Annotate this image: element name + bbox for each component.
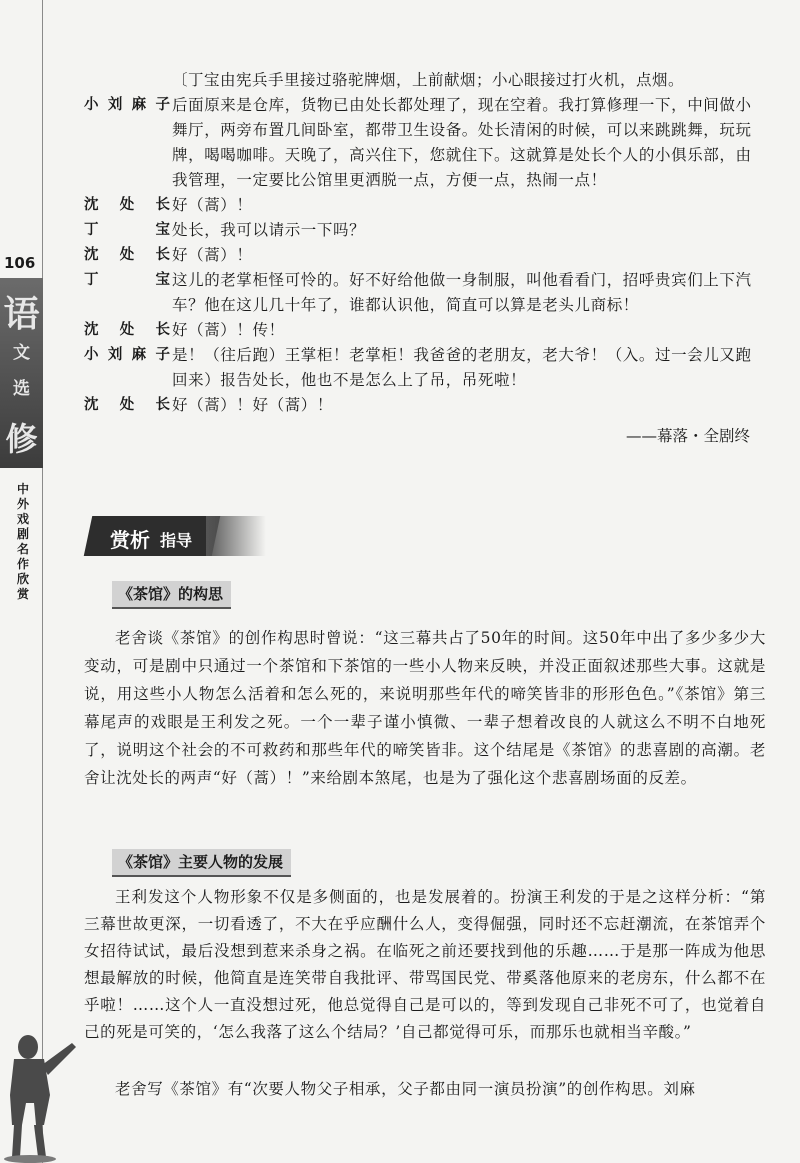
section-paragraph: 王利发这个人物形象不仅是多侧面的，也是发展着的。扮演王利发的于是之这样分析：“第三幕世故更深，一切看透了，不大在乎应酬什么人，变得倔强，同时还不忘赶潮流，在茶馆弄个女招待试试，最后没想到惹来杀身之祸。在临死之前还要找到他的乐趣……于是那一阵成为他思想最解放的时候，他简直是连笑带自我批评、带骂国民党、带奚落他原来的老房东，什么都不在乎啦！……这个人一直没想过死，他总觉得自己是可以的，等到发现自己非死不可了，也觉着自己的死是可笑的，‘怎么我落了这么个结局？’自己都觉得可乐，而那乐也就相当辛酸。”	[84, 888, 766, 1041]
sidebar-band	[0, 278, 43, 468]
section-banner	[88, 516, 258, 558]
dialogue-line	[84, 393, 764, 418]
dialogue-line	[84, 243, 764, 268]
banner-fade	[206, 516, 266, 556]
dialogue-text: 好（蒿）！传！	[172, 321, 285, 339]
margin-rule	[42, 0, 43, 1163]
dialogue-line	[84, 343, 764, 393]
banner-background	[84, 516, 221, 556]
series-title-char: 名	[16, 542, 29, 556]
dialogue-text: 处长，我可以请示一下吗？	[172, 221, 366, 239]
speaker-name: 沈处长	[84, 397, 170, 413]
series-title-char: 中	[16, 482, 29, 496]
section-paragraph: 老舍谈《茶馆》的创作构思时曾说：“这三幕共占了50年的时间。这50年中出了多少多少大变动，可是剧中只通过一个茶馆和下茶馆的一些小人物来反映，并没正面叙述那些大事。这就是说，用这些小人物怎么活着和怎么死的，来说明那些年代的啼笑皆非的形形色色。”《茶馆》第三幕尾声的戏眼是王利发之死。一个一辈子谨小慎微、一辈子想着改良的人就这么不明不白地死了，说明这个社会的不可救药和那些年代的啼笑皆非。这个结尾是《茶馆》的悲喜剧的高潮。老舍让沈处长的两声“好（蒿）！”来给剧本煞尾，也是为了强化这个悲喜剧场面的反差。	[84, 629, 766, 787]
dialogue-line	[84, 193, 764, 218]
dialogue-list	[84, 93, 764, 418]
section-heading: 《茶馆》主要人物的发展	[112, 849, 291, 877]
speaker-name: 小刘麻子	[84, 347, 170, 363]
play-script	[84, 68, 764, 449]
speaker-name: 沈处长	[84, 322, 170, 338]
sidebar-char-4: 修	[5, 420, 38, 458]
series-title-char: 欣	[16, 572, 29, 586]
stage-direction: 〔丁宝由宪兵手里接过骆驼牌烟，上前献烟；小心眼接过打火机，点烟。	[172, 71, 685, 89]
dialogue-line	[84, 318, 764, 343]
series-title-char: 剧	[16, 527, 29, 541]
dialogue-text: 好（蒿）！好（蒿）！	[172, 396, 334, 414]
dialogue-text: 后面原来是仓库，货物已由处长都处理了，现在空着。我打算修理一下，中间做小舞厅，两旁布置几间卧室，都带卫生设备。处长清闲的时候，可以来跳跳舞，玩玩牌，喝喝咖啡。天晚了，高兴住下，您就住下。这就算是处长个人的小俱乐部，由我管理，一定要比公馆里更洒脱一点，方便一点，热闹一点！	[172, 96, 752, 189]
series-title-char: 作	[16, 557, 29, 571]
speaker-name: 沈处长	[84, 197, 170, 213]
page-number: 106	[4, 254, 36, 272]
series-title	[8, 482, 38, 602]
dialogue-text: 好（蒿）！	[172, 246, 253, 264]
dialogue-line	[84, 268, 764, 318]
series-title-char: 戏	[16, 512, 29, 526]
soldier-figure-icon	[0, 1025, 80, 1163]
banner-sub-text: 指导	[160, 531, 193, 550]
section-paragraph: 老舍写《茶馆》有“次要人物父子相承，父子都由同一演员扮演”的创作构思。刘麻	[115, 1080, 696, 1098]
dialogue-text: 这儿的老掌柜怪可怜的。好不好给他做一身制服，叫他看看门，招呼贵宾们上下汽车？他在这儿几十年了，谁都认识他，简直可以算是老头儿商标！	[172, 271, 752, 314]
dialogue-text: 是！（往后跑）王掌柜！老掌柜！我爸爸的老朋友，老大爷！（入。过一会儿又跑回来）报告处长，他也不是怎么上了吊，吊死啦！	[172, 346, 752, 389]
series-title-char: 赏	[16, 587, 29, 601]
series-title-char: 外	[16, 497, 29, 511]
dialogue-line	[84, 93, 764, 193]
sidebar-char-3: 选	[13, 379, 30, 399]
dialogue-line	[84, 218, 764, 243]
speaker-name: 丁宝	[84, 222, 170, 238]
ending-line: ——幕落・全剧终	[625, 427, 750, 445]
sidebar-char-2: 文	[13, 343, 30, 363]
section-heading: 《茶馆》的构思	[112, 581, 231, 609]
speaker-name: 沈处长	[84, 247, 170, 263]
dialogue-text: 好（蒿）！	[172, 196, 253, 214]
banner-main-text: 赏析	[110, 528, 150, 552]
speaker-name: 小刘麻子	[84, 97, 170, 113]
speaker-name: 丁宝	[84, 272, 170, 288]
sidebar-char-1: 语	[3, 293, 40, 335]
